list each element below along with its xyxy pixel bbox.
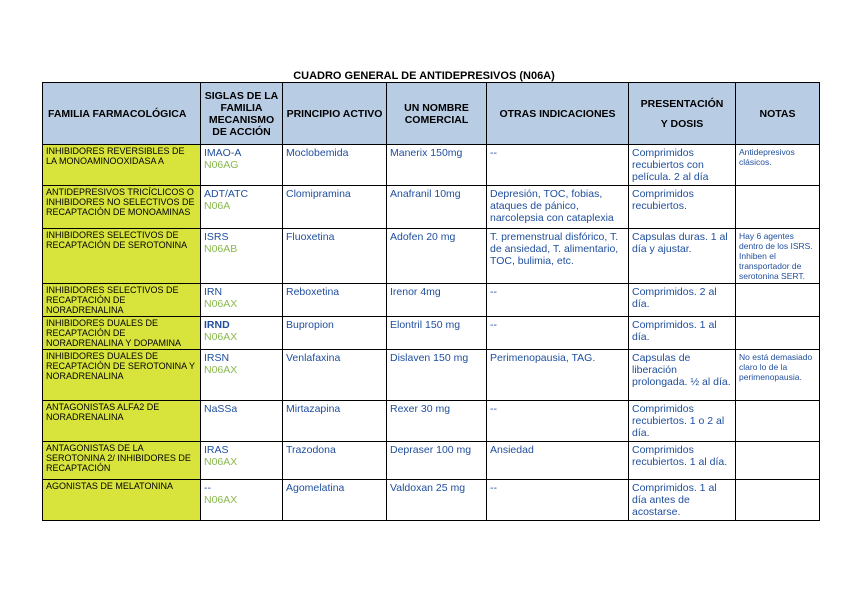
sigla-text: IRN [204,286,223,298]
table-row [43,186,820,229]
notas-cell [736,401,820,442]
sigla-text: -- [204,482,211,494]
familia-cell: ANTAGONISTAS ALFA2 DE NORADRENALINA [43,401,201,442]
presentacion-cell: Comprimidos. 2 al día. [629,284,736,317]
familia-cell: ANTAGONISTAS DE LA SEROTONINA 2/ INHIBIDORES DE RECAPTACIÓN [43,442,201,480]
siglas-cell [201,317,283,350]
siglas-cell [201,186,283,229]
siglas-cell [201,401,283,442]
notas-cell [736,480,820,521]
table-row [43,317,820,350]
header-notas: NOTAS [736,83,820,145]
table-row [43,284,820,317]
principio-cell: Reboxetina [283,284,387,317]
header-nombre: UN NOMBRE COMERCIAL [387,83,487,145]
nombre-cell: Depraser 100 mg [387,442,487,480]
siglas-cell [201,350,283,401]
otras-cell: Ansiedad [487,442,629,480]
header-row [43,83,820,145]
nombre-cell: Dislaven 150 mg [387,350,487,401]
presentacion-cell: Comprimidos recubiertos. [629,186,736,229]
presentacion-cell: Comprimidos recubiertos. 1 o 2 al día. [629,401,736,442]
sigla-text: IRND [204,319,230,331]
nombre-cell: Anafranil 10mg [387,186,487,229]
nombre-cell: Irenor 4mg [387,284,487,317]
sigla-text: NaSSa [204,403,238,415]
siglas-cell [201,229,283,284]
header-presentacion [629,83,736,145]
otras-cell: Perimenopausia, TAG. [487,350,629,401]
otras-cell: -- [487,284,629,317]
atc-code: N06AX [204,456,238,468]
familia-cell: INHIBIDORES DUALES DE RECAPTACIÓN DE NORADRENALINA Y DOPAMINA [43,317,201,350]
atc-code: N06AX [204,298,238,310]
atc-code: N06AX [204,331,238,343]
familia-cell: INHIBIDORES SELECTIVOS DE RECAPTACIÓN DE NORADRENALINA [43,284,201,317]
atc-code: N06A [204,200,231,212]
otras-cell: -- [487,317,629,350]
table-row [43,480,820,521]
notas-cell: Antidepresivos clásicos. [736,145,820,186]
otras-cell: -- [487,480,629,521]
notas-cell [736,284,820,317]
otras-cell: -- [487,401,629,442]
principio-cell: Mirtazapina [283,401,387,442]
familia-cell: INHIBIDORES REVERSIBLES DE LA MONOAMINOOXIDASA A [43,145,201,186]
header-presentacion-line1: PRESENTACIÓN [640,97,724,110]
otras-cell: Depresión, TOC, fobias, ataques de pánico, narcolepsia con cataplexia [487,186,629,229]
otras-cell: -- [487,145,629,186]
table-row [43,350,820,401]
notas-cell [736,442,820,480]
presentacion-cell: Capsulas de liberación prolongada. ½ al día. [629,350,736,401]
principio-cell: Bupropion [283,317,387,350]
sigla-text: IRSN [204,352,230,364]
principio-cell: Moclobemida [283,145,387,186]
nombre-cell: Valdoxan 25 mg [387,480,487,521]
header-principio: PRINCIPIO ACTIVO [283,83,387,145]
familia-cell: ANTIDEPRESIVOS TRICÍCLICOS O INHIBIDORES NO SELECTIVOS DE RECAPTACIÓN DE MONOAMINAS [43,186,201,229]
presentacion-cell: Comprimidos recubiertos. 1 al día. [629,442,736,480]
notas-cell: No está demasiado claro lo de la perimenopausia. [736,350,820,401]
table-row [43,145,820,186]
sigla-text: IMAO-A [204,147,242,159]
presentacion-cell: Comprimidos recubiertos con película. 2 al día [629,145,736,186]
atc-code: N06AX [204,494,238,506]
principio-cell: Trazodona [283,442,387,480]
header-otras: OTRAS INDICACIONES [487,83,629,145]
antidepressants-table [42,82,820,521]
familia-cell: INHIBIDORES SELECTIVOS DE RECAPTACIÓN DE SEROTONINA [43,229,201,284]
notas-cell: Hay 6 agentes dentro de los ISRS. Inhiben el transportador de serotonina SERT. [736,229,820,284]
principio-cell: Fluoxetina [283,229,387,284]
sigla-text: ADT/ATC [204,188,249,200]
siglas-cell [201,145,283,186]
presentacion-cell: Comprimidos. 1 al día. [629,317,736,350]
atc-code: N06AG [204,159,239,171]
otras-cell: T. premenstrual disfórico, T. de ansiedad, T. alimentario, TOC, bulimia, etc. [487,229,629,284]
page-title: CUADRO GENERAL DE ANTIDEPRESIVOS (N06A) [293,70,555,82]
familia-cell: AGONISTAS DE MELATONINA [43,480,201,521]
nombre-cell: Rexer 30 mg [387,401,487,442]
sigla-text: IRAS [204,444,229,456]
atc-code: N06AX [204,364,238,376]
siglas-cell [201,284,283,317]
principio-cell: Clomipramina [283,186,387,229]
table-row [43,442,820,480]
table-row [43,229,820,284]
presentacion-cell: Capsulas duras. 1 al día y ajustar. [629,229,736,284]
header-familia: FAMILIA FARMACOLÓGICA [43,83,201,145]
table-row [43,401,820,442]
nombre-cell: Adofen 20 mg [387,229,487,284]
familia-cell: INHIBIDORES DUALES DE RECAPTACIÓN DE SEROTONINA Y NORADRENALINA [43,350,201,401]
atc-code: N06AB [204,243,238,255]
principio-cell: Agomelatina [283,480,387,521]
header-siglas: SIGLAS DE LA FAMILIA MECANISMO DE ACCIÓN [201,83,283,145]
notas-cell [736,186,820,229]
header-presentacion-line2: Y DOSIS [660,117,704,130]
principio-cell: Venlafaxina [283,350,387,401]
nombre-cell: Manerix 150mg [387,145,487,186]
presentacion-cell: Comprimidos. 1 al día antes de acostarse. [629,480,736,521]
sigla-text: ISRS [204,231,229,243]
siglas-cell [201,480,283,521]
siglas-cell [201,442,283,480]
nombre-cell: Elontril 150 mg [387,317,487,350]
notas-cell [736,317,820,350]
